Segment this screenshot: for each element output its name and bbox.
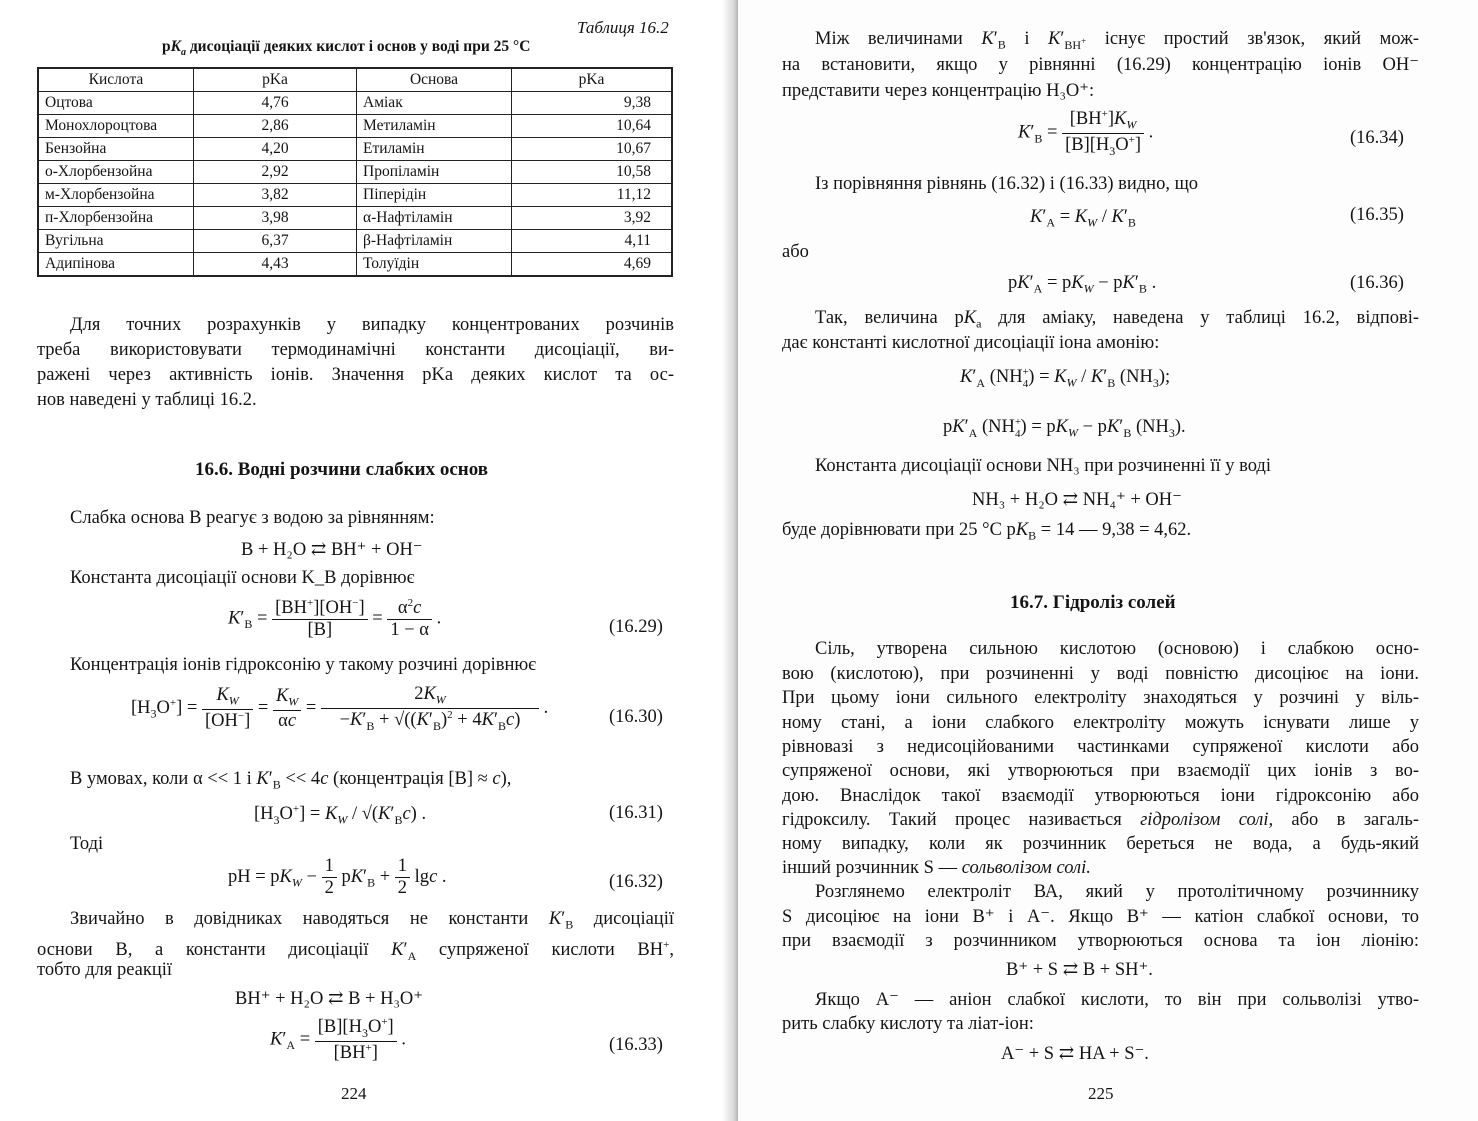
equation-16-34: $K'_B$ = $\frac{[BH^+]K_W}{[B][H_3O^+]}$ . <box>1018 108 1154 158</box>
table-row <box>38 230 672 253</box>
paragraph-line: Так, величина $pK_a$ для аміаку, наведена у таблиці 16.2, відпові- <box>815 308 1420 331</box>
equation-nh4-ka: $K'_A$ $(NH^+_4) = K_W / K'_B$ $(NH_3)$; <box>960 366 1171 390</box>
paragraph-line: Якщо A⁻ — аніон слабкої кислоти, то він при сольволізі утво- <box>815 990 1419 1010</box>
table-cell: 4,43 <box>194 253 357 277</box>
table-cell: 11,12 <box>512 184 673 207</box>
page-number: 224 <box>341 1084 367 1103</box>
table-row <box>38 207 672 230</box>
table-row <box>38 92 672 115</box>
table-cell: Вугільна <box>38 230 194 253</box>
paragraph-line: ному випадку, коли як розчинник береться не вода, а будь-який <box>782 834 1419 854</box>
table-header: Кислота <box>38 68 194 92</box>
section-title: 16.6. Водні розчини слабких основ <box>195 459 488 480</box>
paragraph-line: або <box>782 242 809 262</box>
table-cell: Етиламін <box>357 138 512 161</box>
table-row <box>38 161 672 184</box>
reaction: B + H₂O ⇄ BH⁺ + OH⁻ <box>241 540 423 560</box>
paragraph-line: Для точних розрахунків у випадку концентрованих розчинів <box>70 315 674 335</box>
table-cell: α-Нафтіламін <box>357 207 512 230</box>
paragraph-line: тобто для реакції <box>37 960 173 980</box>
table-header: pKa <box>512 68 673 92</box>
equation-16-32: pH = $pK_W$ − $\frac{1}{2}$ $pK'_B$ + $\frac{1}{2}$ lgc . <box>228 856 447 898</box>
paragraph-line: ражені через активність іонів. Значення pKa деяких кислот та ос- <box>37 365 674 385</box>
paragraph-line: дою. Внаслідок такої взаємодії утворюються іони гідроксонію або <box>782 786 1419 806</box>
table-header: Основа <box>357 68 512 92</box>
paragraph-line: нов наведені у таблиці 16.2. <box>37 390 257 410</box>
table-row <box>38 138 672 161</box>
equation-number: (16.33) <box>609 1035 663 1055</box>
equation-number: (16.31) <box>609 803 663 823</box>
equation-16-30: $[H_3O^+]$ = $\frac{K_W}{[OH^-]}$ = $\frac{K_W}{\alpha c}$ = $\frac{2K_W}{-K'_B + √((K'_B)^2 + 4K'_Bc)}$ . <box>131 684 549 733</box>
paragraph-line: Із порівняння рівнянь (16.32) і (16.33) видно, що <box>815 174 1199 194</box>
paragraph-line: на встановити, якщо у рівнянні (16.29) концентрацію іонів OH⁻ <box>782 55 1419 75</box>
table-cell: Пропіламін <box>357 161 512 184</box>
equation-16-33: $K'_A$ = $\frac{[B][H_3O^+]}{[BH^+]}$ . <box>270 1016 406 1063</box>
equation-16-29: $K'_B$ = $\frac{[BH^+][OH^-]}{[B]}$ = $\frac{\alpha^2c}{1 - \alpha}$ . <box>228 597 442 641</box>
table-cell: 6,37 <box>194 230 357 253</box>
paragraph-line: при взаємодії з розчинником утворюються основа та іон ліонію: <box>782 931 1419 951</box>
table-cell: 3,92 <box>512 207 673 230</box>
pka-table <box>37 67 673 277</box>
paragraph-line: Звичайно в довідниках наводяться не константи $K'_B$ дисоціації <box>70 909 674 932</box>
equation-nh4-pka: $pK'_A$ $(NH^+_4) = pK_W - pK'_B$ $(NH_3)$. <box>943 416 1186 440</box>
table-cell: 4,11 <box>512 230 673 253</box>
table-header: pKa <box>194 68 357 92</box>
paragraph-line: супряженої основи, які утворюються при взаємодії цих іонів з во- <box>782 761 1419 781</box>
equation-16-31: $[H_3O^+] = K_W / √(K'_Bc)$ . <box>254 803 427 827</box>
paragraph-line: Сіль, утворена сильною кислотою (основою) і слабкою осно- <box>815 639 1419 659</box>
equation-number: (16.36) <box>1350 273 1404 293</box>
table-title: $pK_a$ дисоціації деяких кислот і основ у воді при 25 °С <box>162 38 531 59</box>
paragraph-line: ному стані, а іони слабкого електроліту можуть існувати лише у <box>782 713 1419 733</box>
paragraph-line: Константа дисоціації основи K_B дорівнює <box>70 568 415 588</box>
table-cell: 4,69 <box>512 253 673 277</box>
paragraph-line: рить слабку кислоту та ліат-іон: <box>782 1014 1034 1034</box>
table-cell: Адипінова <box>38 253 194 277</box>
right-page <box>738 0 1478 1121</box>
equation-number: (16.29) <box>609 617 663 637</box>
paragraph-line: Між величинами $K'_B$ і $K'_{BH^+}$ існує простий зв'язок, який мож- <box>815 29 1420 52</box>
paragraph-line: рівновазі з недисоційованими частинками супряженої кислоти або <box>782 737 1419 757</box>
table-cell: о-Хлорбензойна <box>38 161 194 184</box>
table-cell: 9,38 <box>512 92 673 115</box>
paragraph-line: Концентрація іонів гідроксонію у такому розчині дорівнює <box>70 655 537 675</box>
table-cell: 3,98 <box>194 207 357 230</box>
equation-number: (16.30) <box>609 707 663 727</box>
paragraph-line: вою (кислотою), при розчиненні у воді повністю дисоціює на іони. <box>782 664 1419 684</box>
paragraph-line: Тоді <box>70 834 104 854</box>
table-cell: 3,82 <box>194 184 357 207</box>
table-row <box>38 184 672 207</box>
table-cell: 10,64 <box>512 115 673 138</box>
table-cell: Бензойна <box>38 138 194 161</box>
reaction: NH₃ + H₂O ⇄ NH₄⁺ + OH⁻ <box>972 490 1182 510</box>
section-title: 16.7. Гідроліз солей <box>1010 592 1176 613</box>
equation-number: (16.35) <box>1350 205 1404 225</box>
paragraph-line: Константа дисоціації основи NH₃ при розчиненні її у воді <box>815 456 1271 476</box>
table-cell: Монохлороцтова <box>38 115 194 138</box>
reaction: BH⁺ + H₂O ⇄ B + H₃O⁺ <box>235 989 424 1009</box>
paragraph-line: інший розчинник S — сольволізом солі. <box>782 858 1091 878</box>
table-cell: Толуїдін <box>357 253 512 277</box>
table-cell: Метиламін <box>357 115 512 138</box>
equation-number: (16.34) <box>1350 128 1404 148</box>
table-cell: 10,58 <box>512 161 673 184</box>
table-cell: 4,76 <box>194 92 357 115</box>
page-number: 225 <box>1088 1084 1114 1103</box>
table-cell: 2,86 <box>194 115 357 138</box>
table-row <box>38 253 672 277</box>
paragraph-line: дає константі кислотної дисоціації іона амонію: <box>782 333 1160 353</box>
table-cell: 4,20 <box>194 138 357 161</box>
paragraph-line: буде дорівнювати при 25 °С $pK_B = 14$ — 9,38 = 4,62. <box>782 520 1192 543</box>
paragraph-line: гідроксилу. Такий процес називається гідролізом солі, або в загаль- <box>782 810 1420 830</box>
paragraph-line: треба використовувати термодинамічні константи дисоціації, ви- <box>37 340 674 360</box>
paragraph-line: В умовах, коли α << 1 і $K'_B << 4c$ (концентрація [B] ≈ c), <box>70 769 512 792</box>
table-cell: β-Нафтіламін <box>357 230 512 253</box>
table-cell: Оцтова <box>38 92 194 115</box>
reaction: A⁻ + S ⇄ HA + S⁻. <box>1001 1044 1149 1064</box>
table-cell: 2,92 <box>194 161 357 184</box>
equation-16-35: $K'_A = K_W / K'_B$ <box>1030 207 1136 230</box>
table-cell: Піперідін <box>357 184 512 207</box>
paragraph-line: Слабка основа В реагує з водою за рівнянням: <box>70 508 435 528</box>
paragraph-line: Розглянемо електроліт ВА, який у протолітичному розчиннику <box>815 882 1419 902</box>
left-page <box>0 0 738 1121</box>
table-row <box>38 115 672 138</box>
table-cell: п-Хлорбензойна <box>38 207 194 230</box>
paragraph-line: S дисоціює на іони B⁺ і A⁻. Якщо B⁺ — катіон слабкої основи, то <box>782 907 1419 927</box>
equation-16-36: $pK'_A = pK_W - pK'_B$ . <box>1008 273 1157 296</box>
equation-number: (16.32) <box>609 872 663 892</box>
reaction: B⁺ + S ⇄ B + SH⁺. <box>1006 960 1153 980</box>
table-header-row <box>38 68 672 92</box>
table-cell: м-Хлорбензойна <box>38 184 194 207</box>
paragraph-line: представити через концентрацію H₃O⁺: <box>782 81 1095 101</box>
paragraph-line: основи В, а константи дисоціації $K'_A$ супряженої кислоти BH+, <box>37 939 674 963</box>
table-caption: Таблиця 16.2 <box>577 18 669 37</box>
table-cell: 10,67 <box>512 138 673 161</box>
paragraph-line: При цьому іони сильного електроліту знаходяться у розчині у віль- <box>782 688 1419 708</box>
table-cell: Аміак <box>357 92 512 115</box>
